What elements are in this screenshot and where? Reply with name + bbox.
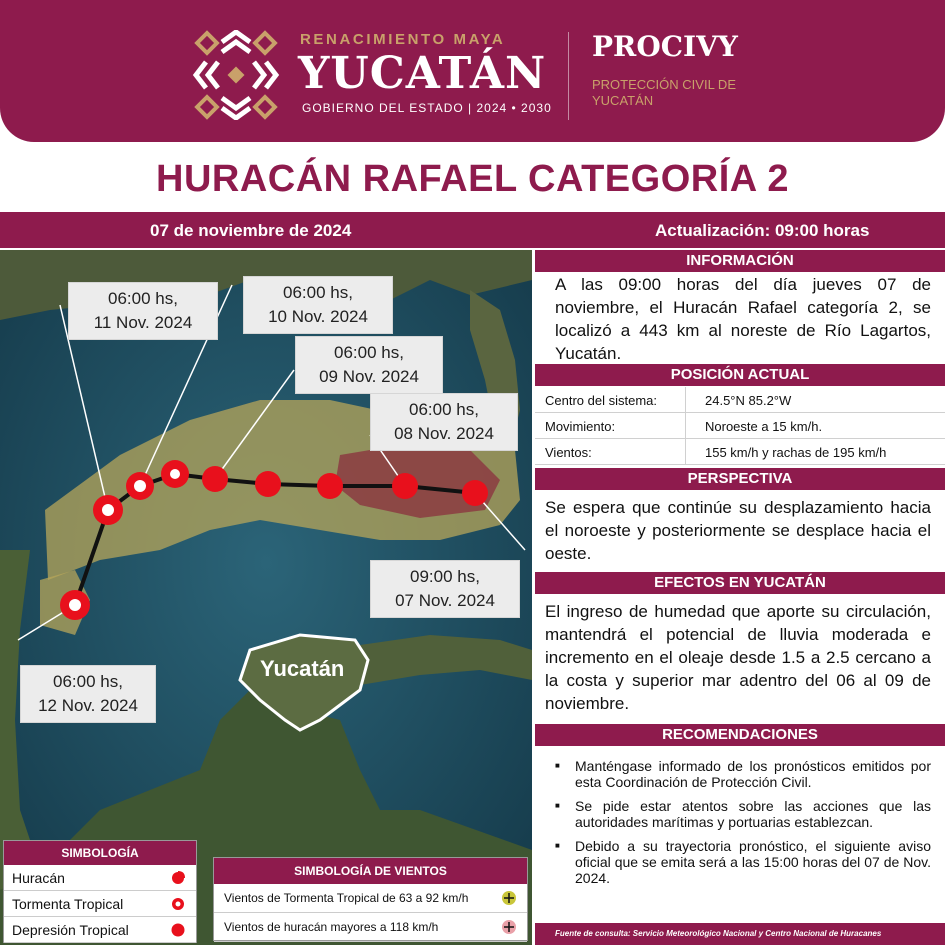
recommendations-list	[555, 758, 931, 894]
wind-legend-title: SIMBOLOGÍA DE VIENTOS	[214, 858, 527, 884]
agency-subtitle: PROTECCIÓN CIVIL DE YUCATÁN	[592, 77, 736, 108]
brand-tagline: RENACIMIENTO MAYA	[300, 31, 506, 48]
info-panel	[535, 250, 945, 945]
tropical-storm-icon	[170, 896, 186, 912]
tropical-wind-icon	[501, 890, 517, 906]
report-date: 07 de noviembre de 2024	[150, 221, 352, 240]
recommendation-item: ■ Manténgase informado de los pronósticos emitidos por esta Coordinación de Protección Civil.	[555, 758, 931, 790]
source-footer: Fuente de consulta: Servicio Meteorológico Nacional y Centro Nacional de Huracanes	[535, 923, 945, 945]
yucatan-logo-icon	[192, 30, 280, 120]
header-banner	[0, 0, 945, 142]
hurricane-icon	[170, 870, 186, 886]
recommendations-heading: RECOMENDACIONES	[535, 724, 945, 746]
position-row-center: Centro del sistema: 24.5°N 85.2°W	[535, 387, 945, 413]
position-row-movement: Movimiento: Noroeste a 15 km/h.	[535, 413, 945, 439]
map-region-label: Yucatán	[260, 656, 345, 681]
effects-heading: EFECTOS EN YUCATÁN	[535, 572, 945, 594]
update-time: Actualización: 09:00 horas	[655, 221, 870, 240]
callout-12nov: 06:00 hs, 12 Nov. 2024	[20, 665, 156, 723]
symbol-legend	[3, 840, 197, 943]
depression-icon	[170, 922, 186, 938]
page-title: HURACÁN RAFAEL CATEGORÍA 2	[156, 158, 789, 200]
agency-name: PROCIVY	[592, 30, 738, 63]
wind-legend-item-hurricane: Vientos de huracán mayores a 118 km/h	[214, 913, 527, 942]
date-bar	[0, 212, 945, 248]
legend-title: SIMBOLOGÍA	[4, 841, 196, 865]
wind-legend-item-tropical: Vientos de Tormenta Tropical de 63 a 92 km/h	[214, 884, 527, 913]
callout-10nov: 06:00 hs, 10 Nov. 2024	[243, 276, 393, 334]
hurricane-wind-icon	[501, 919, 517, 935]
callout-08nov: 06:00 hs, 08 Nov. 2024	[370, 393, 518, 451]
brand-name: YUCATÁN	[298, 48, 547, 99]
recommendation-item: ■ Debido a su trayectoria pronóstico, el siguiente aviso oficial que se emita será a las 15:00 horas del 07 de Nov. 2024.	[555, 838, 931, 886]
legend-item-tropical-storm: Tormenta Tropical	[4, 891, 196, 917]
brand-subtitle: GOBIERNO DEL ESTADO | 2024 • 2030	[302, 101, 552, 115]
callout-11nov: 06:00 hs, 11 Nov. 2024	[68, 282, 218, 340]
legend-item-depression: Depresión Tropical	[4, 917, 196, 943]
perspective-heading: PERSPECTIVA	[535, 468, 945, 490]
effects-text: El ingreso de humedad que aporte su circulación, mantendrá el potencial de lluvia moderada e incremento en el oleaje desde 1.5 a 2.5 cercano a la costa y superior mar adentro del 06 al 09 de noviembre.	[545, 602, 931, 713]
position-row-winds: Vientos: 155 km/h y rachas de 195 km/h	[535, 439, 945, 465]
header-divider	[568, 32, 569, 120]
callout-09nov: 06:00 hs, 09 Nov. 2024	[295, 336, 443, 394]
recommendation-item: ■ Se pide estar atentos sobre las acciones que las autoridades marítimas y portuarias establezcan.	[555, 798, 931, 830]
perspective-text: Se espera que continúe su desplazamiento hacia el noroeste y posteriormente se desplace hacia el oeste.	[545, 498, 931, 563]
callout-07nov: 09:00 hs, 07 Nov. 2024	[370, 560, 520, 618]
info-heading: INFORMACIÓN	[535, 250, 945, 272]
wind-legend	[213, 857, 528, 941]
info-text: A las 09:00 horas del día jueves 07 de noviembre, el Huracán Rafael categoría 2, se localizó a 443 km al noreste de Río Lagartos, Yucatán.	[555, 275, 931, 363]
legend-item-hurricane: Huracán	[4, 865, 196, 891]
position-heading: POSICIÓN ACTUAL	[535, 364, 945, 386]
